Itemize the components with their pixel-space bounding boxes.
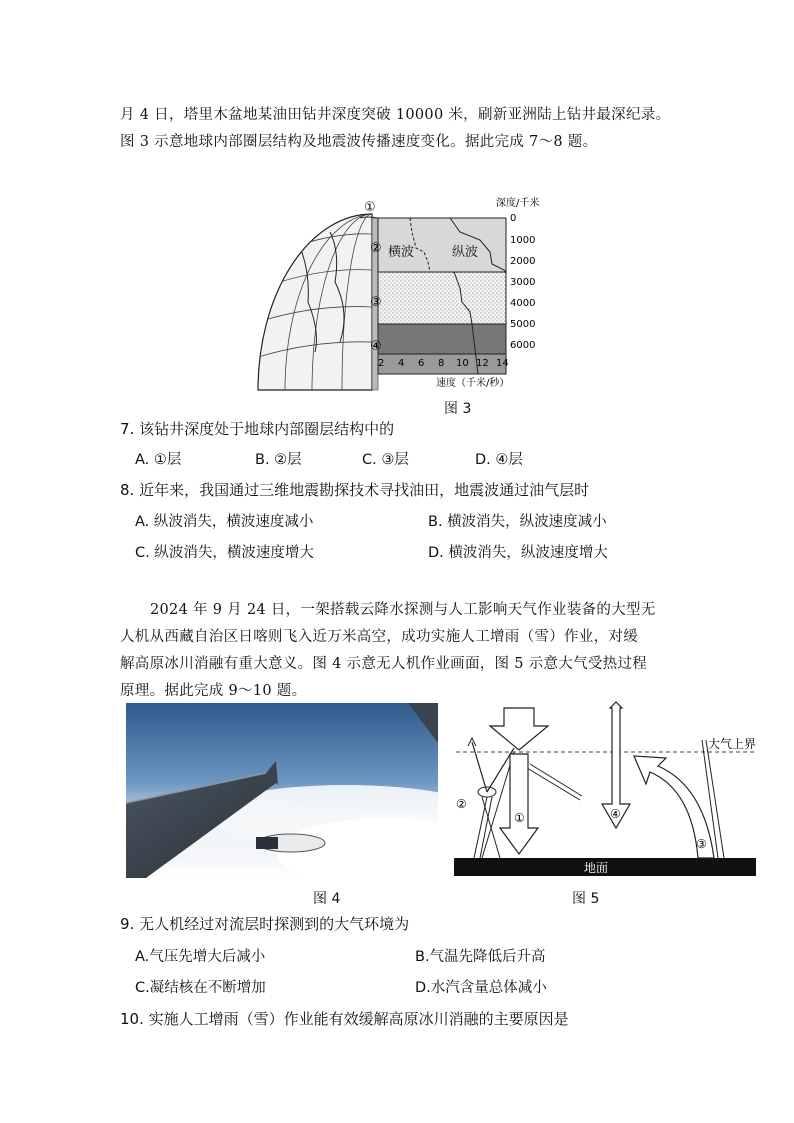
q8-option-b[interactable]: B. 横波消失，纵波速度减小 (428, 514, 607, 530)
q9-option-b[interactable]: B.气温先降低后升高 (415, 949, 546, 965)
intro2-line-2: 人机从西藏自治区日喀则飞入近万米高空，成功实施人工增雨（雪）作业，对缓 (120, 629, 638, 645)
ground-label: 地面 (584, 861, 609, 875)
intro-line-2: 图 3 示意地球内部圈层结构及地震波传播速度变化。据此完成 7～8 题。 (120, 134, 598, 150)
svg-text:10: 10 (456, 358, 469, 369)
fig5-marker-4: ④ (610, 807, 621, 821)
marker-2: ② (370, 241, 382, 256)
intro2-line-4: 原理。据此完成 9～10 题。 (120, 683, 307, 699)
question-8-stem: 8. 近年来，我国通过三维地震勘探技术寻找油田，地震波通过油气层时 (120, 481, 590, 499)
q8-option-c[interactable]: C. 纵波消失，横波速度增大 (135, 545, 314, 561)
figure-4-drone-photo (126, 703, 438, 878)
svg-text:0: 0 (510, 213, 517, 224)
figure-3-earth-structure (240, 192, 560, 392)
figure-3-caption: 图 3 (444, 401, 472, 417)
svg-text:6: 6 (418, 358, 425, 369)
q8-option-a[interactable]: A. 纵波消失，横波速度减小 (135, 514, 314, 530)
figure-5-atmosphere-heating (452, 700, 758, 880)
q8-option-d[interactable]: D. 横波消失，纵波速度增大 (428, 545, 608, 561)
globe-quarter (258, 214, 378, 390)
q7-option-b[interactable]: B. ②层 (255, 452, 302, 468)
fig5-marker-3: ③ (696, 837, 707, 851)
svg-text:2000: 2000 (510, 256, 536, 267)
svg-text:12: 12 (476, 358, 489, 369)
svg-text:4: 4 (398, 358, 405, 369)
q9-option-d[interactable]: D.水汽含量总体减小 (415, 980, 547, 996)
q7-option-d[interactable]: D. ④层 (475, 452, 523, 468)
intro2-line-3: 解高原冰川消融有重大意义。图 4 示意无人机作业画面，图 5 示意大气受热过程 (120, 656, 648, 672)
svg-text:4000: 4000 (510, 298, 536, 309)
figure-5-caption: 图 5 (572, 891, 600, 907)
svg-text:8: 8 (438, 358, 445, 369)
intro2-line-1: 2024 年 9 月 24 日，一架搭载云降水探测与人工影响天气作业装备的大型无 (150, 602, 656, 618)
depth-ticks (510, 213, 535, 351)
marker-1: ① (364, 200, 376, 215)
svg-text:3000: 3000 (510, 277, 536, 288)
svg-text:1000: 1000 (510, 235, 536, 246)
marker-3: ③ (370, 295, 382, 310)
question-9-stem: 9. 无人机经过对流层时探测到的大气环境为 (120, 915, 410, 933)
q7-option-a[interactable]: A. ①层 (135, 452, 182, 468)
speed-axis-label: 速度（千米/秒） (436, 378, 510, 389)
depth-axis-label: 深度/千米 (496, 198, 540, 209)
wave-p-label: 纵波 (452, 245, 479, 260)
atmosphere-top-label: 大气上界 (708, 737, 757, 751)
figure-4-caption: 图 4 (313, 891, 341, 907)
intro-line-1: 月 4 日，塔里木盆地某油田钻井深度突破 10000 米，刷新亚洲陆上钻井最深纪录。 (120, 107, 671, 123)
marker-4: ④ (370, 339, 382, 354)
q9-option-c[interactable]: C.凝结核在不断增加 (135, 980, 266, 996)
svg-text:5000: 5000 (510, 319, 536, 330)
q7-option-c[interactable]: C. ③层 (362, 452, 409, 468)
svg-text:6000: 6000 (510, 340, 536, 351)
fig5-marker-2: ② (456, 797, 467, 811)
wave-s-label: 横波 (388, 245, 415, 260)
q9-option-a[interactable]: A.气压先增大后减小 (135, 949, 266, 965)
layer-panel (378, 218, 506, 374)
fig5-marker-1: ① (514, 811, 525, 825)
svg-text:2: 2 (378, 358, 385, 369)
question-7-stem: 7. 该钻井深度处于地球内部圈层结构中的 (120, 420, 395, 438)
question-10-stem: 10. 实施人工增雨（雪）作业能有效缓解高原冰川消融的主要原因是 (120, 1010, 569, 1028)
svg-text:14: 14 (496, 358, 509, 369)
